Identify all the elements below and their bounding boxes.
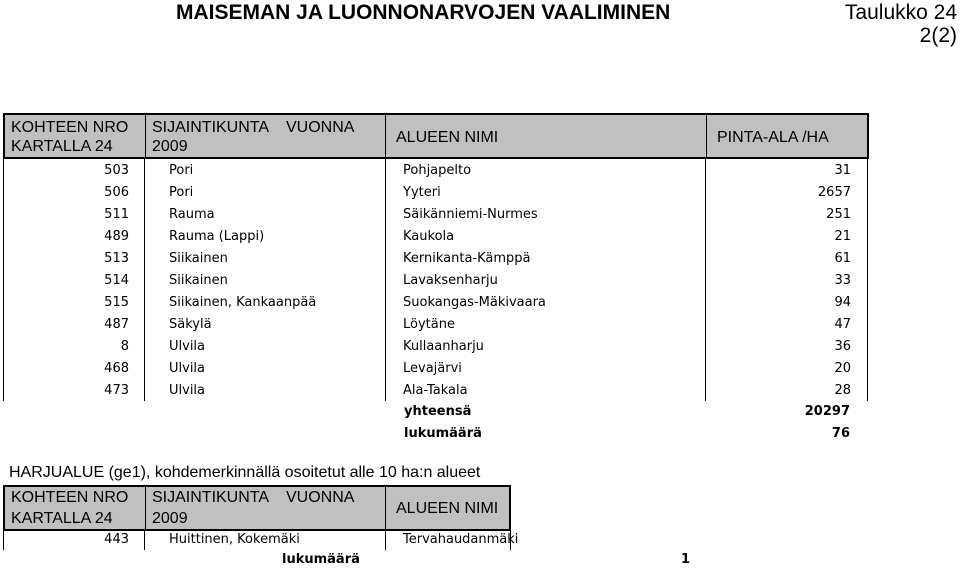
name-cell: Löytäne (403, 317, 455, 332)
municipality-cell: Rauma (169, 207, 215, 222)
count-value: 76 (831, 426, 850, 441)
column-header-number-line2: KARTALLA 24 (11, 510, 113, 527)
page-title: MAISEMAN JA LUONNONARVOJEN VAALIMINEN (176, 1, 671, 24)
municipality-cell: Säkylä (169, 317, 212, 332)
table-row (3, 529, 867, 551)
name-cell: Levajärvi (403, 361, 462, 376)
area-cell: 2657 (817, 185, 851, 200)
municipality-cell: Pori (169, 185, 194, 200)
name-cell: Ala-Takala (403, 383, 468, 398)
table-row (3, 380, 867, 402)
table-row (3, 160, 867, 182)
number-cell: 473 (104, 383, 129, 398)
table-row (3, 314, 867, 336)
number-cell: 515 (104, 295, 129, 310)
area-cell: 94 (834, 295, 851, 310)
table-number: Taulukko 24 (844, 1, 957, 24)
table1-header (3, 113, 869, 159)
municipality-cell: Ulvila (169, 339, 206, 354)
page-number: 2(2) (919, 24, 957, 47)
column-header-year-line1: VUONNA (286, 119, 355, 136)
name-cell: Kernikanta-Kämppä (403, 251, 531, 266)
name-cell: Pohjapelto (403, 163, 472, 178)
table-row (3, 270, 867, 292)
table-row (3, 248, 867, 270)
total-label: yhteensä (404, 404, 472, 419)
municipality-cell: Pori (169, 163, 194, 178)
municipality-cell: Siikainen, Kankaanpää (169, 295, 317, 310)
name-cell: Suokangas-Mäkivaara (403, 295, 546, 310)
municipality-cell: Rauma (Lappi) (169, 229, 265, 244)
municipality-cell: Siikainen (169, 273, 228, 288)
section-title: HARJUALUE (ge1), kohdemerkinnällä osoitetut alle 10 ha:n alueet (9, 464, 481, 481)
municipality-cell: Ulvila (169, 361, 206, 376)
area-cell: 31 (834, 163, 851, 178)
total-value: 20297 (804, 404, 850, 419)
column-header-municipality (146, 115, 386, 157)
column-header-number (5, 115, 146, 157)
table1-grid-line (867, 158, 868, 401)
name-cell: Lavaksenharju (403, 273, 498, 288)
table-row (3, 204, 867, 226)
area-cell: 20 (834, 361, 851, 376)
area-cell: 251 (826, 207, 851, 222)
table-row (3, 292, 867, 314)
column-header-municipality-line1: SIJAINTIKUNTA (152, 489, 270, 506)
table-row (3, 358, 867, 380)
name-cell: Kaukola (403, 229, 455, 244)
name-cell: Kullaanharju (403, 339, 484, 354)
number-cell: 503 (104, 163, 129, 178)
table-row (3, 336, 867, 358)
count-label: lukumäärä (404, 426, 482, 441)
table2-count-value: 1 (680, 552, 690, 567)
table-row (3, 226, 867, 248)
column-header-number-line2: KARTALLA 24 (11, 138, 113, 155)
column-header-municipality-line1: SIJAINTIKUNTA (152, 119, 270, 136)
number-cell: 487 (104, 317, 129, 332)
column-header-number-line1: KOHTEEN NRO (11, 489, 129, 506)
municipality-cell: Huittinen, Kokemäki (169, 532, 300, 547)
column-header-name (386, 487, 509, 529)
municipality-cell: Ulvila (169, 383, 206, 398)
number-cell: 511 (104, 207, 129, 222)
table2-header (3, 485, 511, 531)
name-cell: Yyteri (403, 185, 441, 200)
number-cell: 513 (104, 251, 129, 266)
column-header-municipality (146, 487, 386, 529)
table2-count-label: lukumäärä (282, 552, 360, 567)
number-cell: 8 (120, 339, 129, 354)
number-cell: 514 (104, 273, 129, 288)
number-cell: 489 (104, 229, 129, 244)
area-cell: 28 (834, 383, 851, 398)
municipality-cell: Siikainen (169, 251, 228, 266)
area-cell: 36 (834, 339, 851, 354)
name-cell: Tervahaudanmäki (403, 532, 519, 547)
column-header-name-label: ALUEEN NIMI (396, 129, 499, 146)
column-header-name-label: ALUEEN NIMI (396, 500, 499, 517)
area-cell: 61 (834, 251, 851, 266)
name-cell: Säikänniemi-Nurmes (403, 207, 538, 222)
number-cell: 506 (104, 185, 129, 200)
area-cell: 21 (834, 229, 851, 244)
number-cell: 443 (104, 532, 129, 547)
area-cell: 47 (834, 317, 851, 332)
column-header-year-line1: VUONNA (286, 489, 355, 506)
column-header-area-label: PINTA-ALA /HA (717, 129, 829, 146)
column-header-area (707, 115, 867, 157)
table-row (3, 182, 867, 204)
column-header-number-line1: KOHTEEN NRO (11, 119, 129, 136)
column-header-year-line2: 2009 (152, 510, 188, 527)
column-header-number (5, 487, 146, 529)
column-header-year-line2: 2009 (152, 138, 188, 155)
area-cell: 33 (834, 273, 851, 288)
column-header-name (386, 115, 707, 157)
number-cell: 468 (104, 361, 129, 376)
